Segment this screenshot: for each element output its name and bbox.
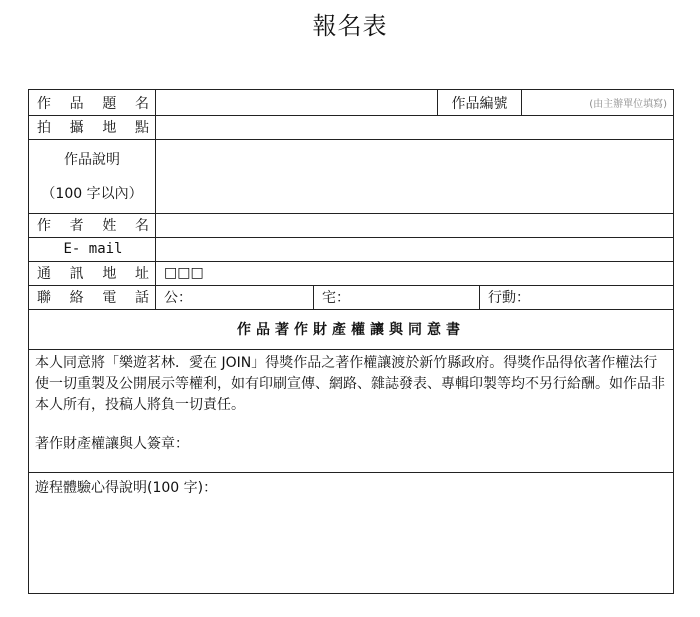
description-limit: （100 字以內） xyxy=(41,186,143,202)
experience-label: 遊程體驗心得說明(100 字)： xyxy=(35,480,218,496)
work-title-field[interactable] xyxy=(155,90,437,115)
row-address xyxy=(29,261,673,286)
email-field[interactable] xyxy=(155,237,673,261)
row-email xyxy=(29,237,673,262)
row-work-title xyxy=(29,90,673,116)
row-consent xyxy=(29,349,673,473)
address-label: 通 訊 地 址 xyxy=(37,266,149,282)
phone-home-field[interactable]: 宅： xyxy=(313,285,479,309)
row-phone xyxy=(29,285,673,310)
location-label: 拍 攝 地 點 xyxy=(37,120,149,136)
work-number-note: (由主辦單位填寫) xyxy=(521,90,673,115)
author-label: 作 者 姓 名 xyxy=(37,218,149,234)
phone-office-field[interactable]: 公： xyxy=(155,285,313,309)
row-description xyxy=(29,139,673,214)
form-title: 報名表 xyxy=(312,12,388,40)
address-field[interactable]: □□□ xyxy=(155,261,673,285)
copyright-heading: 作品著作財產權讓與同意書 xyxy=(237,322,465,338)
phone-mobile-field[interactable]: 行動： xyxy=(479,285,673,309)
work-number-label: 作品編號 xyxy=(437,90,521,115)
work-title-label: 作 品 題 名 xyxy=(37,95,149,112)
row-location xyxy=(29,115,673,140)
row-experience xyxy=(29,472,673,593)
signature-label: 著作財產權讓與人簽章： xyxy=(35,436,189,452)
registration-form xyxy=(28,89,674,594)
author-field[interactable] xyxy=(155,213,673,237)
row-author xyxy=(29,213,673,238)
consent-text: 本人同意將「樂遊茗林．愛在 JOIN」得獎作品之著作權讓渡於新竹縣政府。得獎作品得依著作權法行使一切重製及公開展示等權利，如有印刷宣傳、網路、雜誌發表、專輯印製等均不另行給酬。如作品非本人所有，投稿人將負一切責任。 xyxy=(35,355,665,413)
description-label xyxy=(29,139,155,213)
description-label-text: 作品說明 xyxy=(64,152,120,168)
description-field[interactable] xyxy=(155,139,673,213)
row-copyright-heading xyxy=(29,309,673,350)
location-field[interactable] xyxy=(155,115,673,139)
email-label: E- mail xyxy=(63,241,123,257)
phone-label: 聯 絡 電 話 xyxy=(37,290,149,306)
